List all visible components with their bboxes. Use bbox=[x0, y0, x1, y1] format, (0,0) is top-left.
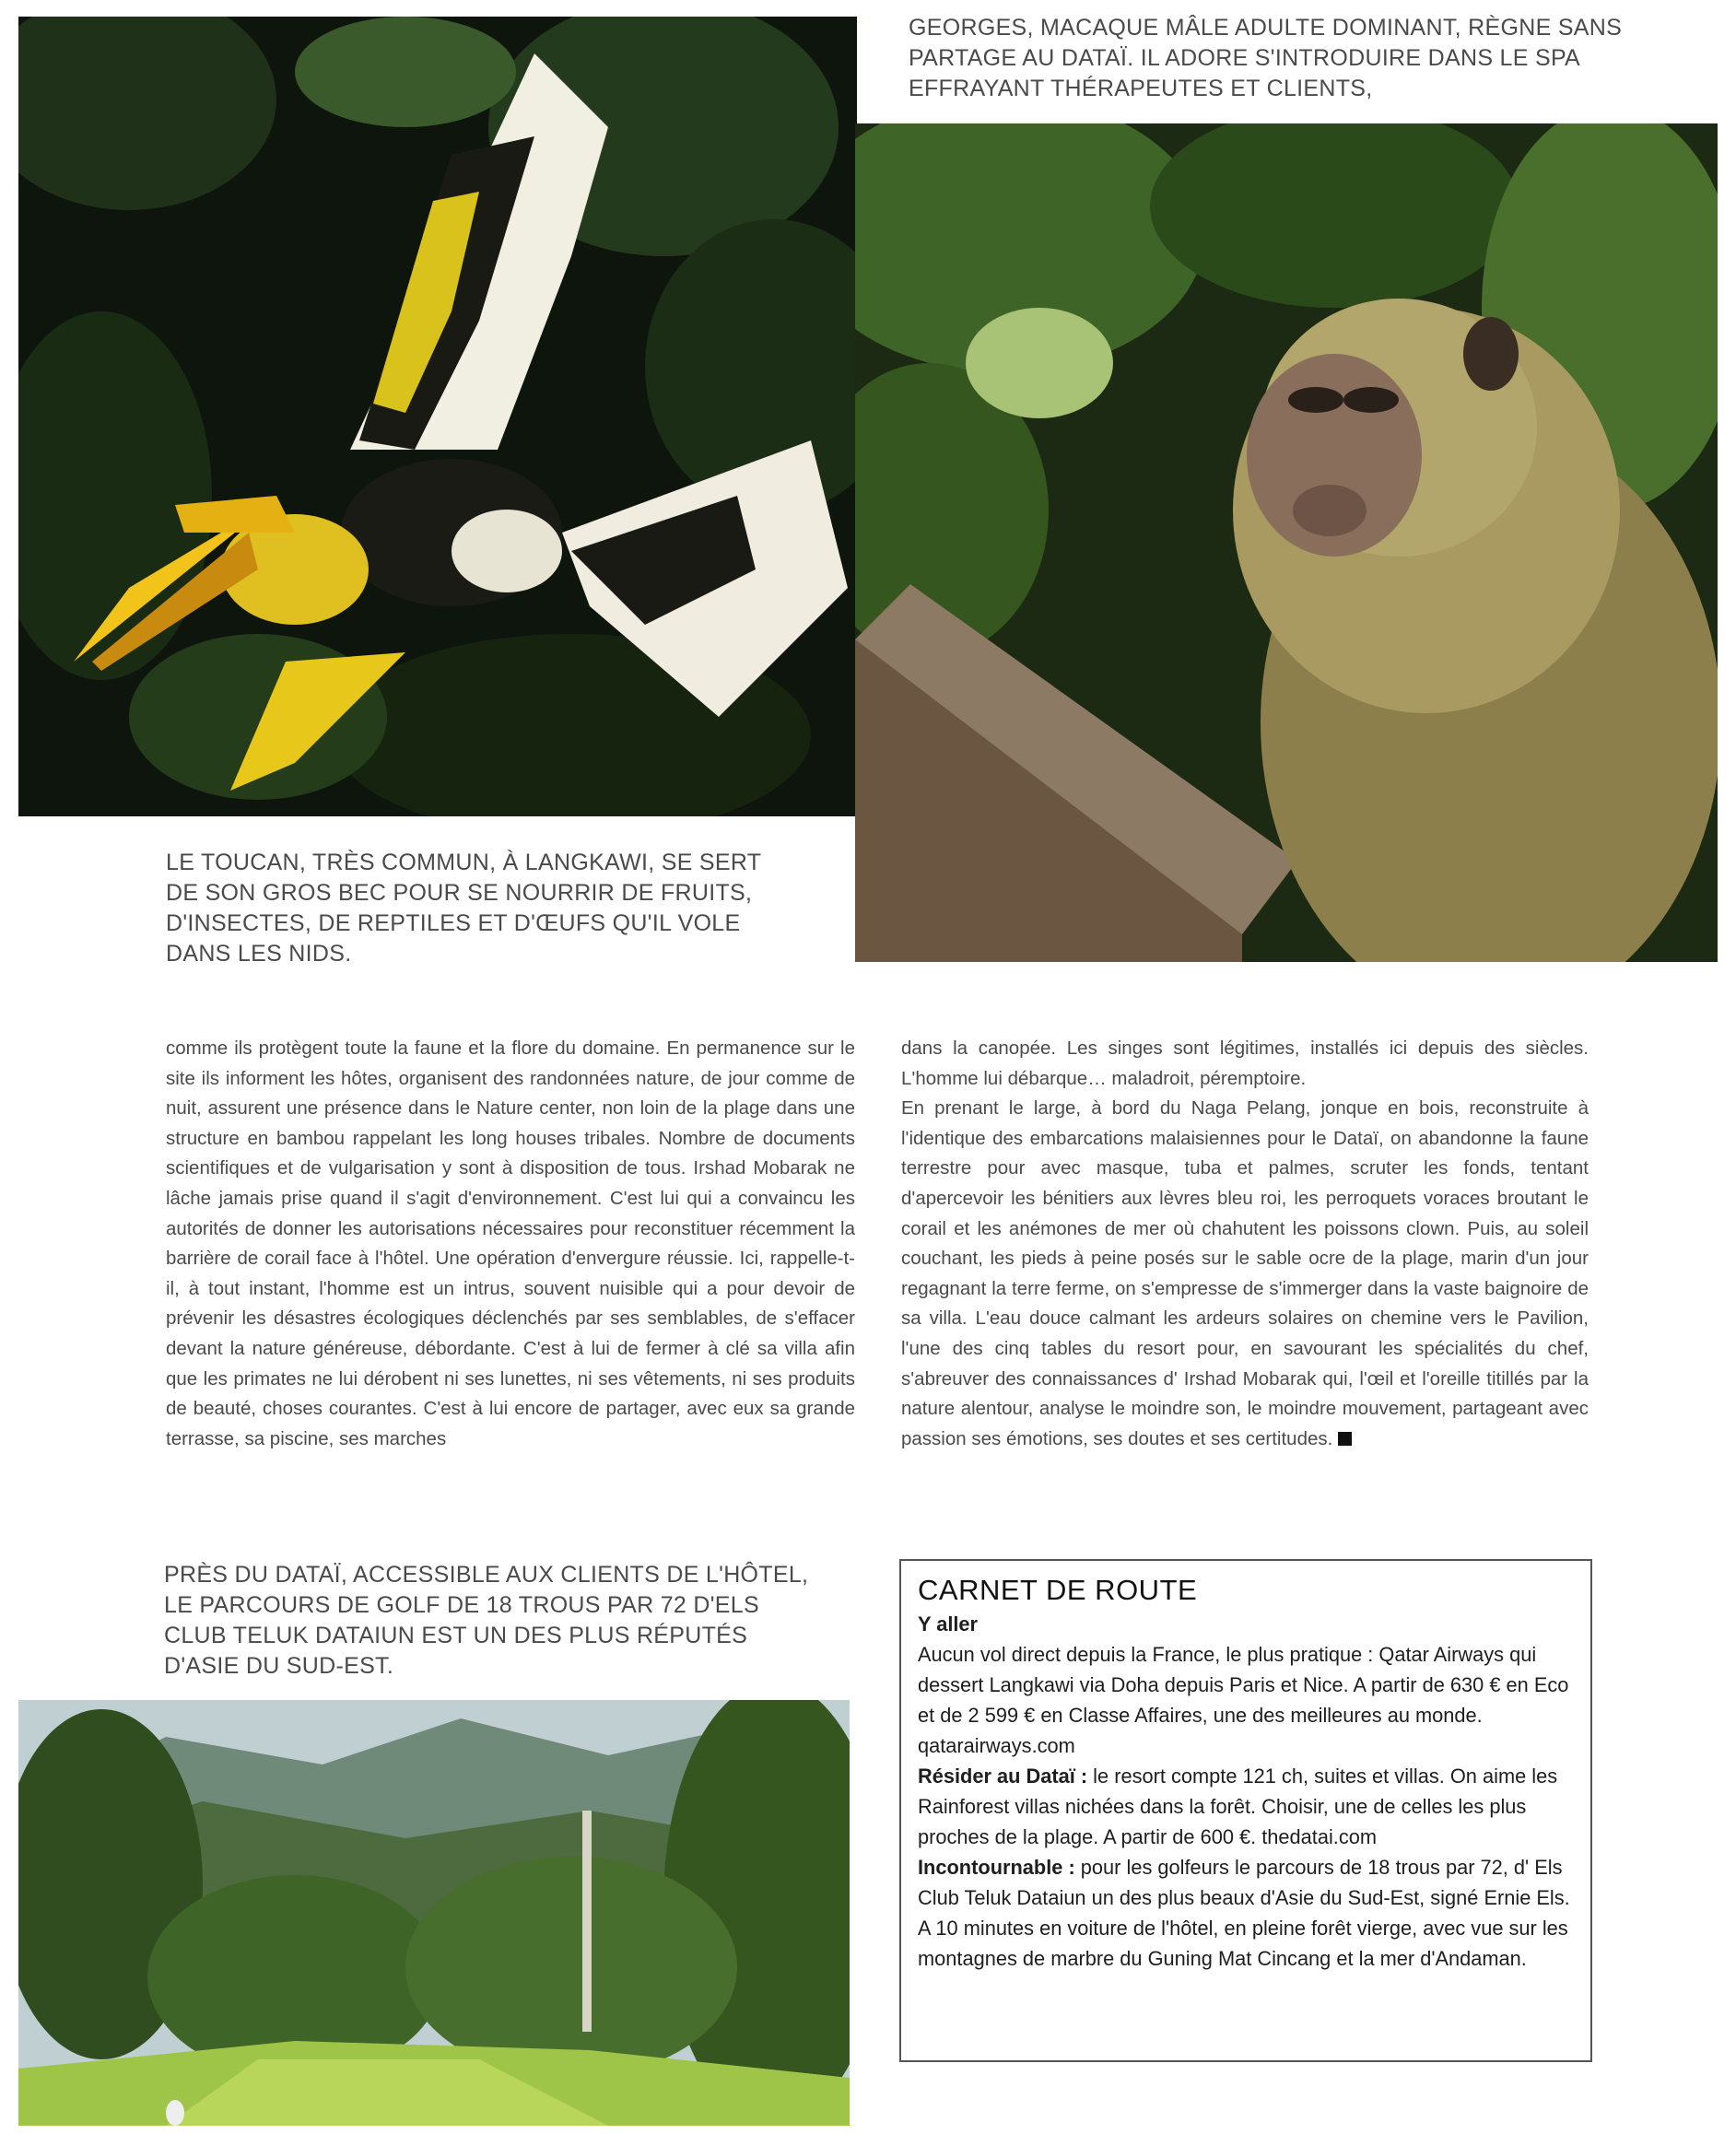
end-of-article-mark bbox=[1338, 1432, 1352, 1446]
hornbill-caption: LE TOUCAN, TRÈS COMMUN, À LANGKAWI, SE SERT DE SON GROS BEC POUR SE NOURRIR DE FRUITS, D'INSECTES, DE REPTILES ET D'ŒUFS QU'IL VOLE DANS LES NIDS. bbox=[166, 850, 761, 967]
macaque-caption: GEORGES, MACAQUE MÂLE ADULTE DOMINANT, RÈGNE SANS PARTAGE AU DATAÏ. IL ADORE S'INTRODUIRE DANS LE SPA EFFRAYANT THÉRAPEUTES ET CLIENTS, bbox=[909, 15, 1623, 101]
travel-box-title: CARNET DE ROUTE bbox=[918, 1574, 1198, 1606]
golf-caption: PRÈS DU DATAÏ, ACCESSIBLE AUX CLIENTS DE L'HÔTEL, LE PARCOURS DE GOLF DE 18 TROUS PAR 72 D'ELS CLUB TELUK DATAIUN EST UN DES PLUS RÉPUTÉS D'ASIE DU SUD-EST. bbox=[164, 1562, 809, 1679]
travel-section-must-see-title: Incontournable : bbox=[918, 1856, 1075, 1879]
article-right-paragraph-2: En prenant le large, à bord du Naga Pelang, jonque en bois, reconstruite à l'identique des embarcations malaisiennes pour le Dataï, on abandonne la faune terrestre pour avec masque, tuba et palmes, scruter les fonds, tentant d'apercevoir les bénitiers aux lèvres bleu roi, les perroquets voraces broutant le corail et les anémones de mer où chahutent les poissons clown. Puis, au soleil couchant, les pieds à peine posés sur le sable ocre de la plage, marin d'un jour regagnant la terre ferme, on s'empresse de s'immerger dans la vaste baignoire de sa villa. L'eau douce calmant les ardeurs solaires on chemine vers le Pavilion, l'une des cinq tables du resort pour, en savourant les spécialités du chef, s'abreuver des connaissances d' Irshad Mobarak qui, l'œil et l'oreille titillés par la nature alentour, analyse le moindre son, le moindre mouvement, partageant avec passion ses émotions, ses doutes et ses certitudes. bbox=[901, 1097, 1589, 1449]
golf-course-photo bbox=[18, 1700, 850, 2126]
travel-info-box bbox=[899, 1559, 1592, 2062]
article-right-paragraph-1: dans la canopée. Les singes sont légitimes, installés ici depuis des siècles. L'homme lui débarque… maladroit, péremptoire. bbox=[901, 1038, 1589, 1089]
article-column-right bbox=[901, 1034, 1589, 1454]
travel-section-must-see bbox=[918, 1852, 1570, 1974]
article-column-left bbox=[166, 1034, 855, 1454]
travel-section-getting-there-title: Y aller bbox=[918, 1612, 979, 1636]
travel-section-must-see-text: pour les golfeurs le parcours de 18 trous par 72, d' Els Club Teluk Dataiun un des plus beaux d'Asie du Sud-Est, signé Ernie Els. A 10 minutes en voiture de l'hôtel, en pleine forêt vierge, avec vue sur les montagnes de marbre du Guning Mat Cincang et la mer d'Andaman. bbox=[918, 1856, 1570, 1970]
article-left-text: comme ils protègent toute la faune et la flore du domaine. En permanence sur le site ils informent les hôtes, organisent des randonnées nature, de jour comme de nuit, assurent une présence dans le Nature center, non loin de la plage dans une structure en bambou rappelant les long houses tribales. Nombre de documents scientifiques et de vulgarisation y sont à disposition de tous. Irshad Mobarak ne lâche jamais prise quand il s'agit d'environnement. C'est lui qui a convaincu les autorités de donner les autorisations nécessaires pour reconstituer récemment la barrière de corail face à l'hôtel. Une opération d'envergure réussie. Ici, rappelle-t-il, à tout instant, l'homme est un intrus, souvent nuisible qui a pour devoir de prévenir les désastres écologiques déclenchés par ses semblables, de s'effacer devant la nature généreuse, débordante. C'est à lui de fermer à clé sa villa afin que les primates ne lui dérobent ni ses lunettes, ni ses vêtements, ni ses produits de beauté, choses courantes. C'est à lui encore de partager, avec eux sa grande terrasse, sa piscine, ses marches bbox=[166, 1038, 855, 1449]
travel-section-getting-there-text: Aucun vol direct depuis la France, le plus pratique : Qatar Airways qui dessert Langkawi via Doha depuis Paris et Nice. A partir de 630 € en Eco et de 2 599 € en Classe Affaires, une des meilleures au monde. qatarairways.com bbox=[918, 1643, 1569, 1757]
travel-section-stay-title: Résider au Dataï : bbox=[918, 1765, 1088, 1788]
macaque-photo bbox=[855, 123, 1718, 962]
travel-section-stay-text: le resort compte 121 ch, suites et villas. On aime les Rainforest villas nichées dans la forêt. Choisir, une de celles les plus proches de la plage. A partir de 600 €. thedatai.com bbox=[918, 1765, 1558, 1848]
hornbill-photo bbox=[18, 17, 857, 816]
travel-section-stay bbox=[918, 1761, 1570, 1852]
